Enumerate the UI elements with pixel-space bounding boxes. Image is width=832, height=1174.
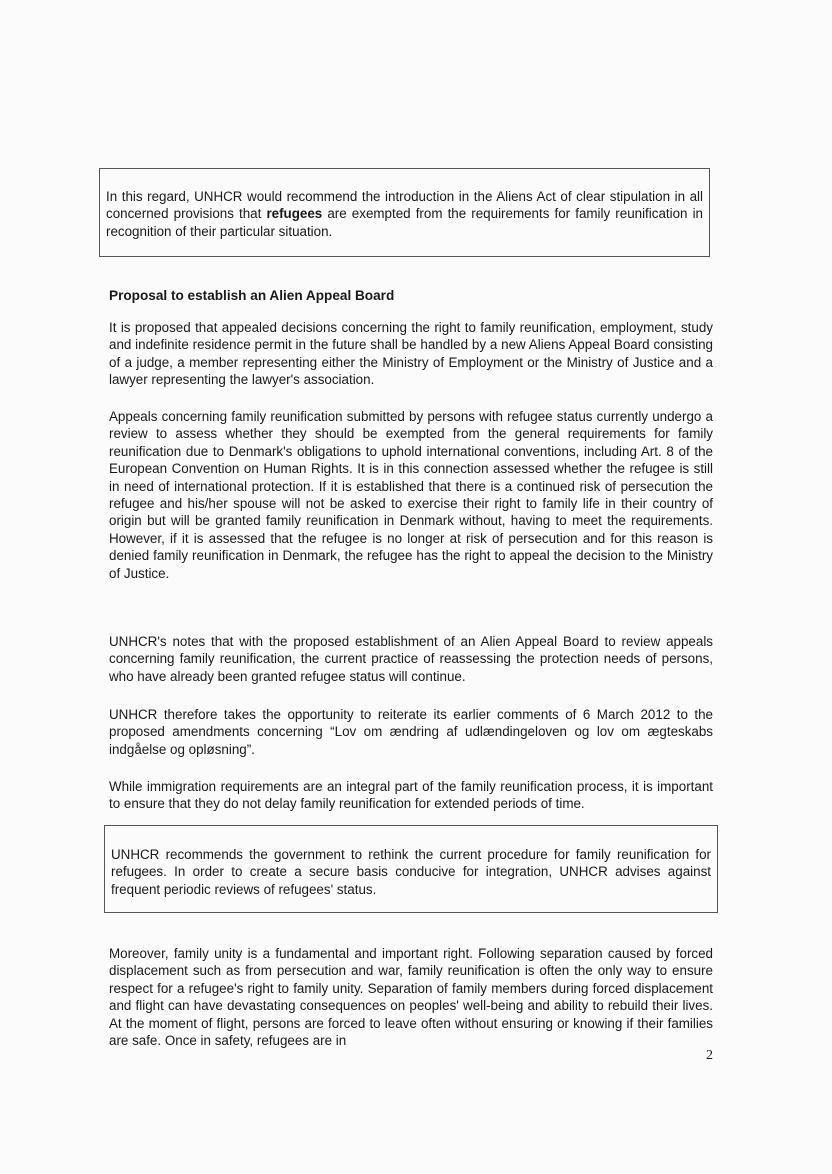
section-heading: Proposal to establish an Alien Appeal Board xyxy=(109,288,395,303)
recommendation-box xyxy=(99,168,710,257)
recommendation-text-2: UNHCR recommends the government to rethink the current procedure for family reunification for refugees. In order to create a secure basis conducive for integration, UNHCR advises against frequent periodic reviews of refugees' status. xyxy=(111,847,711,897)
paragraph-immigration: While immigration requirements are an integral part of the family reunification process, it is important to ensure that they do not delay family reunification for extended periods of time. xyxy=(109,779,713,812)
paragraph-appeals: Appeals concerning family reunification submitted by persons with refugee status currently undergo a review to assess whether they should be exempted from the general requirements for family reunification due to Denmark's obligations to uphold international conventions, including Art. 8 of the European Convention on Human Rights. It is in this connection assessed whether the refugee is still in need of international protection. If it is established that there is a continued risk of persecution the refugee and his/her spouse will not be asked to exercise their right to family life in their country of origin but will be granted family reunification in Denmark without, having to meet the requirements. However, if it is assessed that the refugee is no longer at risk of persecution and for this reason is denied family reunification in Denmark, the refugee has the right to appeal the decision to the Ministry of Justice. xyxy=(109,409,713,581)
page-number: 2 xyxy=(706,1048,713,1063)
recommendation-box-2 xyxy=(104,825,718,913)
emphasis-refugees: refugees xyxy=(266,206,323,222)
paragraph-unhcr-notes: UNHCR's notes that with the proposed establishment of an Alien Appeal Board to review appeals concerning family reunification, the current practice of reassessing the protection needs of persons, who have already been granted refugee status will continue. xyxy=(109,634,713,684)
recommendation-text: In this regard, UNHCR would recommend the introduction in the Aliens Act of clear stipulation in all concerned provisions that refugees are exempted from the requirements for family reunification in recognition of their particular situation. xyxy=(106,189,703,239)
paragraph-proposal: It is proposed that appealed decisions concerning the right to family reunification, employment, study and indefinite residence permit in the future shall be handled by a new Aliens Appeal Board consisting of a judge, a member representing either the Ministry of Employment or the Ministry of Justice and a lawyer representing the lawyer's association. xyxy=(109,320,713,388)
paragraph-family-unity: Moreover, family unity is a fundamental and important right. Following separation caused by forced displacement such as from persecution and war, family reunification is often the only way to ensure respect for a refugee's right to family unity. Separation of family members during forced displacement and flight can have devastating consequences on peoples' well-being and ability to rebuild their lives. At the moment of flight, persons are forced to leave often without ensuring or knowing if their families are safe. Once in safety, refugees are in xyxy=(109,946,713,1049)
paragraph-reiterate: UNHCR therefore takes the opportunity to reiterate its earlier comments of 6 March 2012 to the proposed amendments concerning “Lov om ændring af udlændingeloven og lov om ægteskabs indgåelse og opløsning”. xyxy=(109,707,713,757)
